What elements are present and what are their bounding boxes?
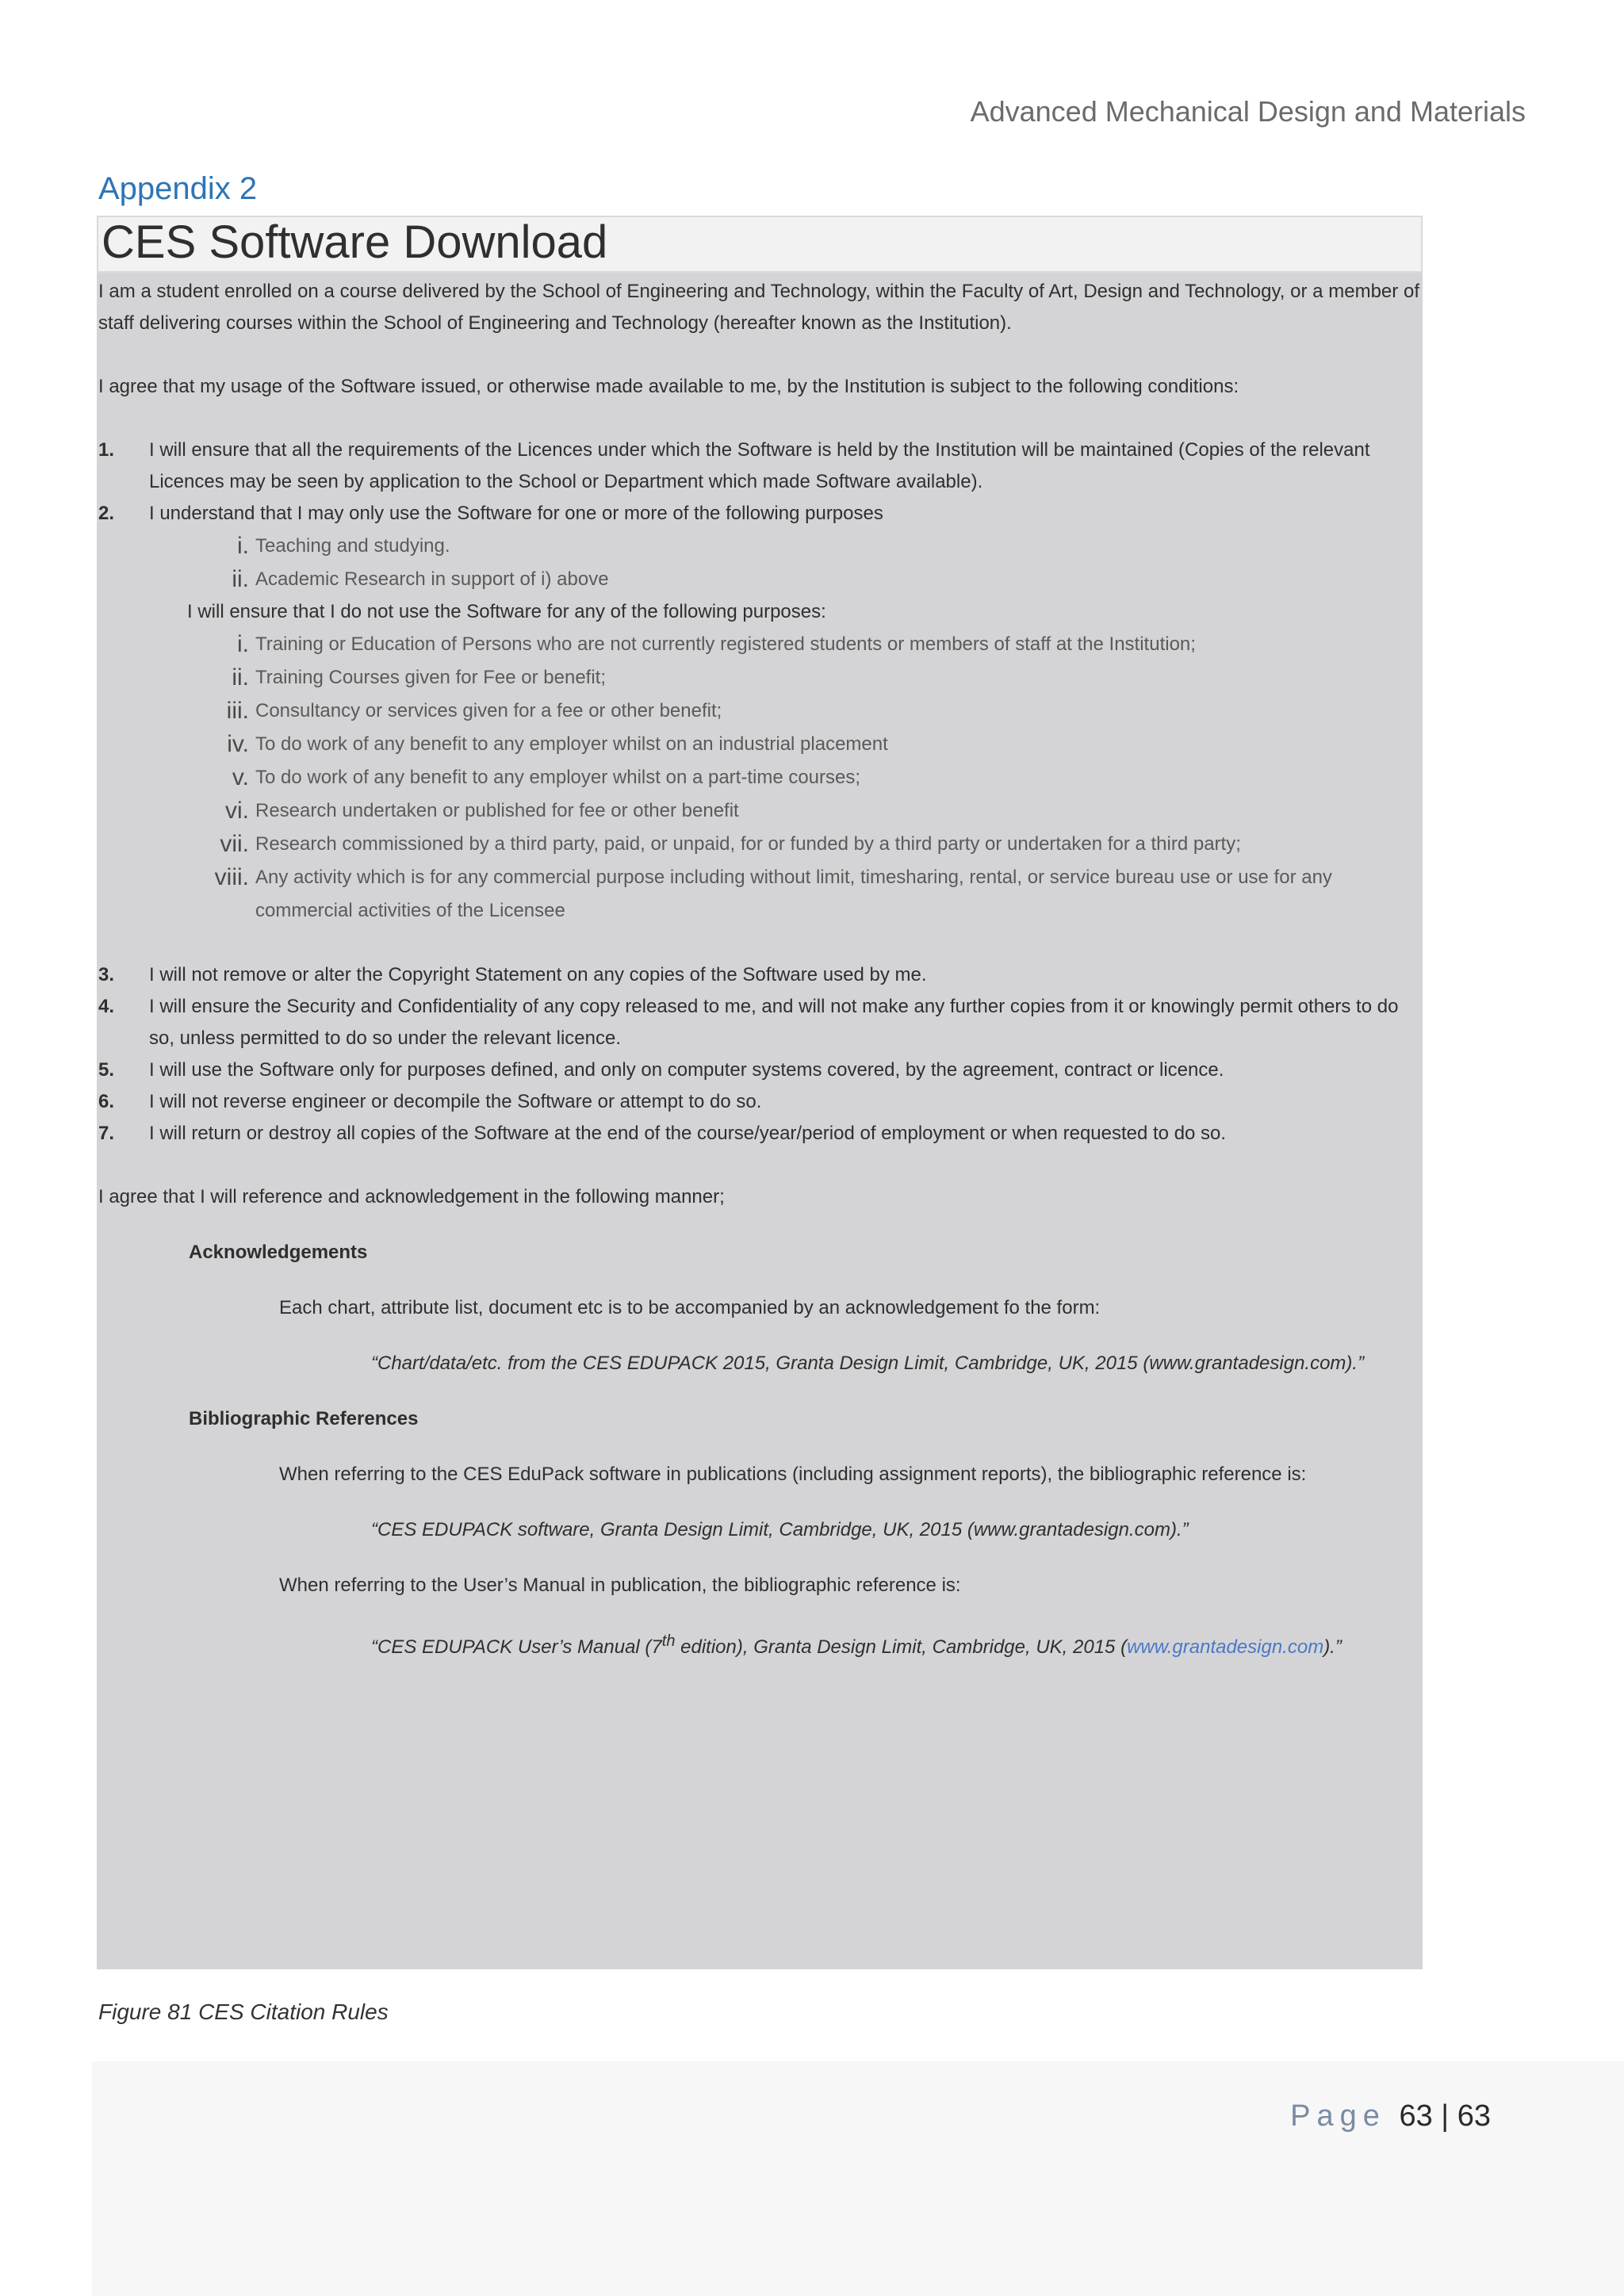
quote-start: “CES EDUPACK User’s Manual (7: [371, 1636, 662, 1658]
list-number: 7.: [98, 1123, 115, 1144]
bibliographic-manual-quote: [98, 1625, 1419, 1663]
acknowledgements-text: Each chart, attribute list, document etc is to be accompanied by an acknowledgement fo the form:: [279, 1297, 1101, 1318]
running-header: Advanced Mechanical Design and Materials: [970, 95, 1526, 128]
figure-body: [98, 276, 1419, 1663]
list-item: [98, 991, 1419, 1054]
list-item: [98, 1054, 1419, 1086]
roman-numeral: v.: [232, 764, 249, 790]
list-item: [98, 628, 1419, 661]
list-text: Academic Research in support of i) above: [255, 568, 609, 590]
conditions-list: [98, 434, 1419, 1150]
list-text: I will return or destroy all copies of the Software at the end of the course/year/period of employment or when requested to do so.: [149, 1123, 1227, 1144]
roman-numeral: iv.: [227, 731, 249, 757]
list-text: Any activity which is for any commercial purpose including without limit, timesharing, rental, or service bureau use or use for any commercial activities of the Licensee: [255, 867, 1332, 921]
figure-image: [97, 216, 1423, 1969]
list-text: To do work of any benefit to any employer whilst on a part-time courses;: [255, 767, 861, 788]
page-separator: |: [1441, 2099, 1450, 2133]
figure-title: CES Software Download: [102, 216, 608, 268]
list-item: [98, 563, 1419, 596]
page-label: Page: [1290, 2099, 1386, 2133]
list-text: I will not remove or alter the Copyright Statement on any copies of the Software used by me.: [149, 964, 927, 985]
roman-numeral: iii.: [226, 698, 249, 724]
bibliographic-software-text: When referring to the CES EduPack software in publications (including assignment reports), the bibliographic reference is:: [279, 1464, 1307, 1485]
page-current: 63: [1399, 2099, 1433, 2133]
quote-end: ).”: [1323, 1636, 1342, 1658]
figure-caption: Figure 81 CES Citation Rules: [98, 1999, 389, 2024]
appendix-heading: Appendix 2: [98, 171, 258, 206]
prohibited-lead: I will ensure that I do not use the Software for any of the following purposes:: [187, 601, 826, 622]
list-number: 6.: [98, 1091, 115, 1112]
list-item: [98, 1086, 1419, 1118]
list-text: Research commissioned by a third party, paid, or unpaid, for or funded by a third party or undertaken for a third party;: [255, 833, 1241, 855]
list-text: Teaching and studying.: [255, 535, 450, 557]
quote-superscript: th: [661, 1632, 676, 1650]
roman-numeral: i.: [237, 533, 249, 559]
list-item: [98, 794, 1419, 828]
acknowledgements-quote: “Chart/data/etc. from the CES EDUPACK 2015, Granta Design Limit, Cambridge, UK, 2015 (www.grantadesign.com).”: [371, 1353, 1365, 1374]
quote-middle: edition), Granta Design Limit, Cambridge, UK, 2015 (: [675, 1636, 1128, 1658]
list-item: [98, 828, 1419, 861]
bibliographic-software-quote: “CES EDUPACK software, Granta Design Limit, Cambridge, UK, 2015 (www.grantadesign.com).”: [371, 1519, 1189, 1540]
list-text: Consultancy or services given for a fee or other benefit;: [255, 700, 722, 721]
bibliographic-manual-text: When referring to the User’s Manual in publication, the bibliographic reference is:: [279, 1575, 961, 1596]
roman-numeral: ii.: [232, 664, 249, 691]
acknowledgements-heading: Acknowledgements: [189, 1242, 368, 1263]
list-number: 1.: [98, 439, 115, 461]
purposes-list: [98, 530, 1419, 596]
list-text: Training Courses given for Fee or benefit;: [255, 667, 606, 688]
list-item: [98, 1118, 1419, 1150]
list-text: I understand that I may only use the Software for one or more of the following purposes: [149, 503, 883, 524]
list-item: [98, 861, 1419, 928]
prohibited-list: [98, 628, 1419, 928]
list-text: Training or Education of Persons who are not currently registered students or members of staff at the Institution;: [255, 633, 1196, 655]
reference-lead: I agree that I will reference and acknowledgement in the following manner;: [98, 1186, 725, 1207]
list-text: I will ensure that all the requirements of the Licences under which the Software is held by the Institution will be maintained (Copies of the relevant Licences may be seen by application to the School or Department which made Software available).: [149, 439, 1370, 492]
list-text: I will not reverse engineer or decompile the Software or attempt to do so.: [149, 1091, 762, 1112]
remaining-conditions: [98, 959, 1419, 1150]
list-number: 4.: [98, 996, 115, 1017]
list-number: 2.: [98, 503, 115, 524]
list-text: Research undertaken or published for fee or other benefit: [255, 800, 739, 821]
list-item: [98, 498, 1419, 530]
roman-numeral: vii.: [220, 831, 249, 857]
list-text: I will use the Software only for purposes defined, and only on computer systems covered, by the agreement, contract or licence.: [149, 1059, 1224, 1081]
page-footer: [1290, 2099, 1491, 2133]
list-item: [98, 761, 1419, 794]
roman-numeral: viii.: [214, 864, 249, 890]
conditions-paragraph: I agree that my usage of the Software issued, or otherwise made available to me, by the Institution is subject to the following conditions:: [98, 376, 1239, 397]
page-bottom-band: [92, 2061, 1624, 2296]
list-item: [98, 530, 1419, 563]
page-total: 63: [1457, 2099, 1491, 2133]
roman-numeral: i.: [237, 631, 249, 657]
list-number: 3.: [98, 964, 115, 985]
intro-paragraph: I am a student enrolled on a course delivered by the School of Engineering and Technology, within the Faculty of Art, Design and Technology, or a member of staff delivering courses within the School of Engineering and Technology (hereafter known as the Institution).: [98, 281, 1419, 334]
bibliographic-heading: Bibliographic References: [189, 1408, 419, 1429]
roman-numeral: ii.: [232, 566, 249, 592]
list-number: 5.: [98, 1059, 115, 1081]
grantadesign-link: www.grantadesign.com: [1127, 1636, 1324, 1658]
list-text: I will ensure the Security and Confidentiality of any copy released to me, and will not make any further copies from it or knowingly permit others to do so, unless permitted to do so under the relevant licence.: [149, 996, 1399, 1049]
list-item: [98, 728, 1419, 761]
list-item: [98, 959, 1419, 991]
figure-title-bar: [97, 216, 1423, 273]
list-item: [98, 434, 1419, 498]
roman-numeral: vi.: [225, 798, 249, 824]
list-item: [98, 695, 1419, 728]
list-item: [98, 661, 1419, 695]
list-text: To do work of any benefit to any employer whilst on an industrial placement: [255, 733, 888, 755]
